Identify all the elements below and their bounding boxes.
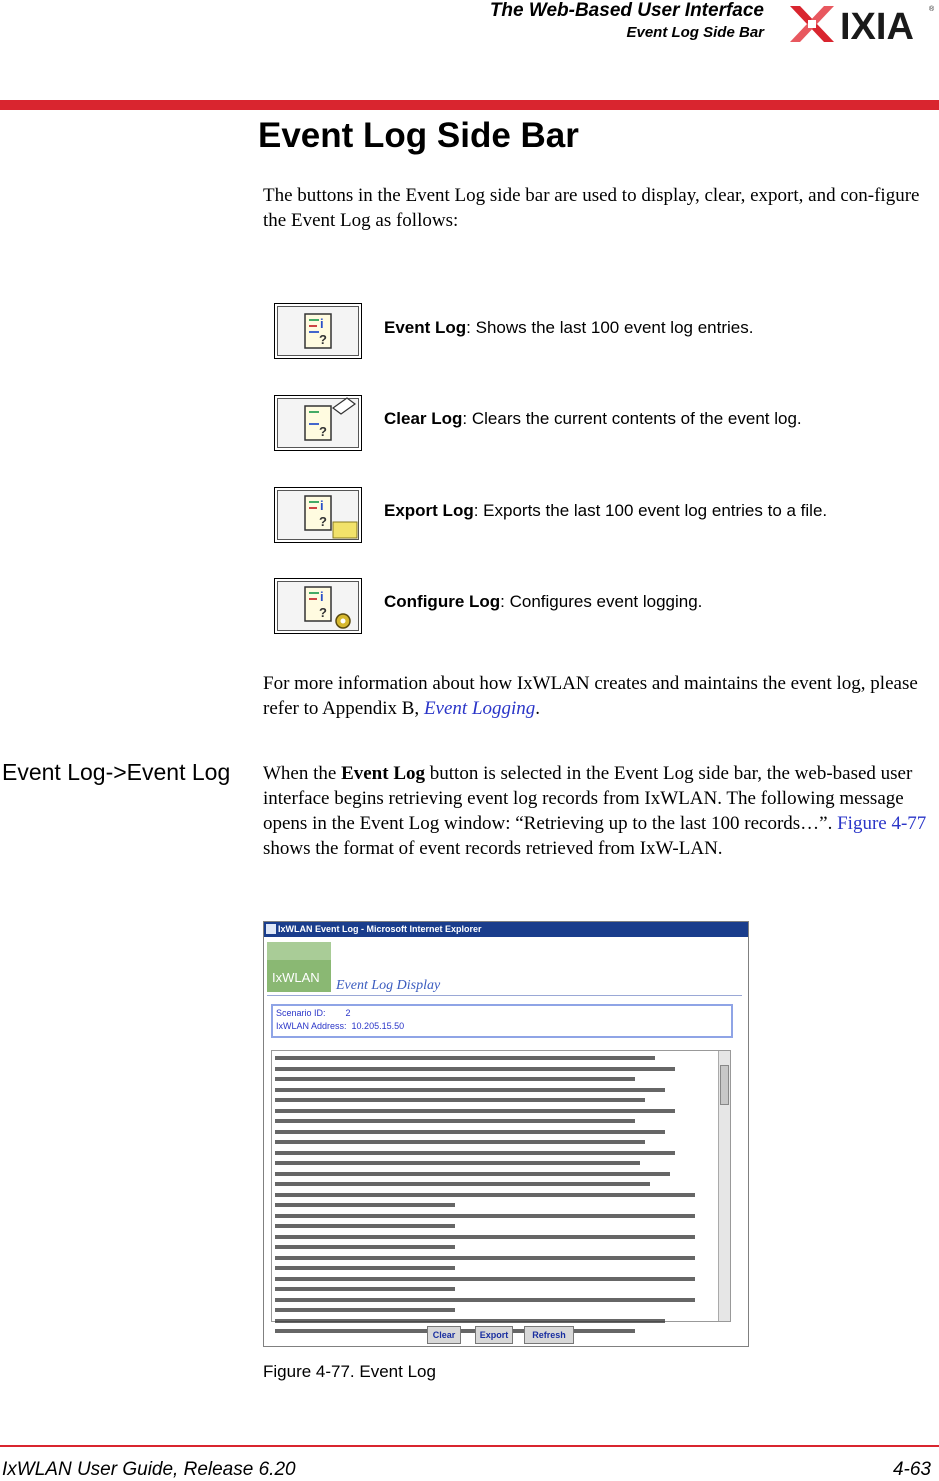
scenario-value: 2	[345, 1008, 351, 1018]
ixia-logo-text: IXIA	[840, 6, 914, 46]
scenario-info-box	[271, 1004, 733, 1038]
address-label: IxWLAN Address:	[276, 1021, 347, 1031]
address-value: 10.205.15.50	[351, 1021, 405, 1031]
svg-text:?: ?	[319, 424, 327, 439]
scrollbar-thumb[interactable]	[720, 1065, 729, 1105]
log-line	[275, 1140, 645, 1144]
ixia-logo-x-mark	[790, 6, 834, 42]
refresh-button[interactable]: Refresh	[524, 1326, 574, 1344]
footer-guide-title: IxWLAN User Guide, Release 6.20	[2, 1459, 296, 1480]
svg-text:?: ?	[319, 514, 327, 529]
log-line	[275, 1109, 675, 1113]
log-line	[275, 1098, 645, 1102]
log-line	[275, 1056, 655, 1060]
log-line	[275, 1161, 640, 1165]
log-line	[275, 1182, 650, 1186]
clear-log-name: Clear Log	[384, 409, 463, 428]
section-paragraph: When the Event Log button is selected in the Event Log side bar, the web-based user interface begins retrieving event log records from IxWLAN. The following message opens in the Event Log window: “Retrieving up to the last 100 records…”. Figure 4-77 shows the format of event records retrieved from IxW-LAN.	[263, 763, 927, 859]
page-title: Event Log Side Bar	[258, 116, 579, 155]
brand-stripe	[267, 942, 331, 960]
browser-title-bar: IxWLAN Event Log - Microsoft Internet Explorer	[264, 922, 748, 937]
log-line	[275, 1119, 635, 1123]
svg-text:®: ®	[929, 6, 935, 13]
header-rule	[0, 100, 939, 110]
eraser-icon	[333, 398, 355, 414]
export-log-icon	[274, 487, 362, 543]
log-line	[275, 1067, 675, 1071]
event-log-icon	[274, 303, 362, 359]
log-line	[275, 1224, 455, 1228]
log-line	[275, 1319, 665, 1323]
page-number: 4-63	[892, 1459, 931, 1480]
clear-log-icon	[274, 395, 362, 451]
footer-rule	[0, 1445, 939, 1447]
log-line	[275, 1266, 455, 1270]
scenario-label: Scenario ID:	[276, 1008, 326, 1018]
configure-log-icon	[274, 578, 362, 634]
log-line	[275, 1088, 665, 1092]
log-scrollbar[interactable]	[718, 1051, 730, 1321]
event-logging-link[interactable]: Event Logging	[423, 698, 536, 719]
section-heading: Event Log->Event Log	[2, 759, 231, 785]
svg-text:i: i	[320, 589, 324, 604]
configure-log-name: Configure Log	[384, 592, 501, 611]
svg-text:i: i	[320, 316, 324, 331]
svg-text:?: ?	[319, 332, 327, 347]
running-header-subtitle: Event Log Side Bar	[626, 24, 764, 41]
log-line	[275, 1287, 455, 1291]
log-line	[275, 1130, 665, 1134]
log-line	[275, 1245, 455, 1249]
configure-log-description: Configure Log: Configures event logging.	[384, 592, 703, 611]
export-button[interactable]: Export	[475, 1326, 513, 1344]
log-line	[275, 1193, 695, 1197]
log-line	[275, 1308, 455, 1312]
folder-icon	[333, 522, 357, 538]
svg-text:?: ?	[319, 605, 327, 620]
event-log-bold: Event Log	[341, 763, 426, 784]
event-log-screenshot	[263, 921, 749, 1347]
log-line	[275, 1277, 695, 1281]
clear-log-description: Clear Log: Clears the current contents of the event log.	[384, 409, 802, 428]
log-line	[275, 1298, 695, 1302]
export-log-description: Export Log: Exports the last 100 event log entries to a file.	[384, 501, 828, 520]
event-log-display-heading: Event Log Display	[336, 978, 441, 993]
export-log-name: Export Log	[384, 501, 474, 520]
banner-rule	[267, 995, 742, 996]
intro-paragraph: The buttons in the Event Log side bar are used to display, clear, export, and con-figure the Event Log as follows:	[263, 185, 920, 231]
event-log-description: Event Log: Shows the last 100 event log entries.	[384, 318, 754, 337]
log-line	[275, 1235, 695, 1239]
log-line	[275, 1214, 695, 1218]
log-line	[275, 1203, 455, 1207]
event-log-name: Event Log	[384, 318, 467, 337]
event-log-textarea[interactable]	[271, 1050, 731, 1322]
svg-text:i: i	[320, 498, 324, 513]
running-header-title: The Web-Based User Interface	[489, 0, 764, 21]
brand-label: IxWLAN	[272, 970, 320, 985]
browser-icon	[266, 924, 276, 934]
log-line	[275, 1172, 670, 1176]
figure-caption: Figure 4-77. Event Log	[263, 1362, 436, 1381]
figure-link[interactable]: Figure 4-77	[837, 813, 927, 834]
log-line	[275, 1151, 675, 1155]
more-info-paragraph: For more information about how IxWLAN creates and maintains the event log, please refer to Appendix B, Event Logging.	[263, 673, 918, 719]
log-line	[275, 1256, 695, 1260]
clear-button[interactable]: Clear	[427, 1326, 461, 1344]
log-line	[275, 1077, 635, 1081]
ixia-logo	[786, 2, 936, 46]
